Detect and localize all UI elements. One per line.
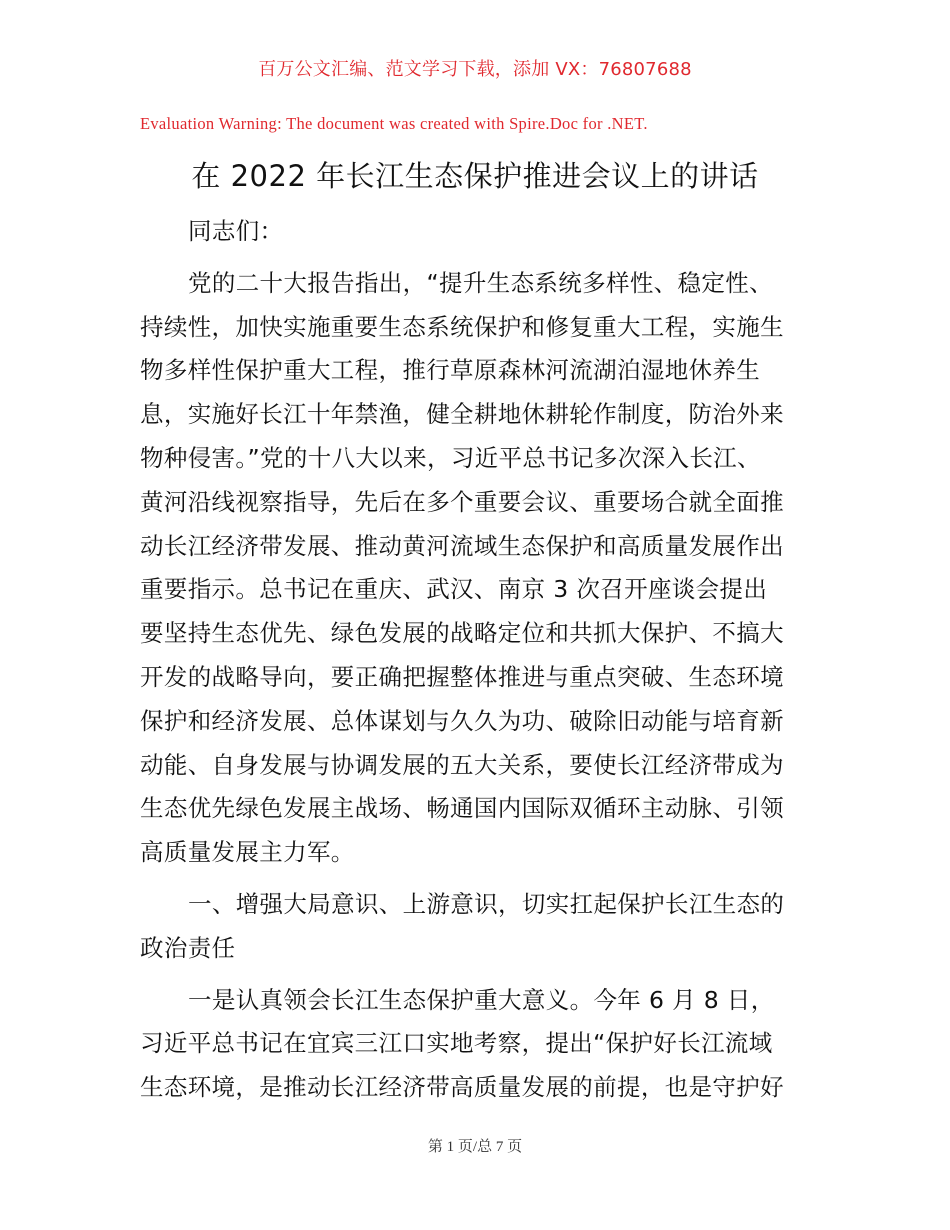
paragraph-intro <box>140 262 820 875</box>
text-line: 物多样性保护重大工程，推行草原森林河流湖泊湿地休养生 <box>140 356 761 385</box>
paragraph-gap <box>140 254 820 262</box>
paragraph-point-1 <box>140 979 820 1110</box>
text-line: 息，实施好长江十年禁渔，健全耕地休耕轮作制度，防治外来 <box>140 400 784 429</box>
text-line: 要坚持生态优先、绿色发展的战略定位和共抓大保护、不搞大 <box>140 619 784 648</box>
text-line: 物种侵害。”党的十八大以来，习近平总书记多次深入长江、 <box>140 443 761 472</box>
text-line: 持续性，加快实施重要生态系统保护和修复重大工程，实施生 <box>140 312 784 341</box>
text-line: 动能、自身发展与协调发展的五大关系，要使长江经济带成为 <box>140 750 784 779</box>
evaluation-warning: Evaluation Warning: The document was created with Spire.Doc for .NET. <box>140 114 648 133</box>
text-line: 党的二十大报告指出，“提升生态系统多样性、稳定性、 <box>188 268 773 297</box>
text-line: 高质量发展主力军。 <box>140 838 355 867</box>
salutation: 同志们： <box>188 217 284 245</box>
document-body <box>140 210 820 1110</box>
document-title: 在 2022 年长江生态保护推进会议上的讲话 <box>191 159 759 193</box>
paragraph-gap <box>140 875 820 883</box>
page-number-footer: 第 1 页/总 7 页 <box>427 1139 523 1155</box>
text-line: 黄河沿线视察指导，先后在多个重要会议、重要场合就全面推 <box>140 487 784 516</box>
text-line: 动长江经济带发展、推动黄河流域生态保护和高质量发展作出 <box>140 531 784 560</box>
text-line: 保护和经济发展、总体谋划与久久为功、破除旧动能与培育新 <box>140 706 784 735</box>
text-line: 生态环境，是推动长江经济带高质量发展的前提，也是守护好 <box>140 1073 784 1102</box>
section-heading-1 <box>140 883 820 971</box>
text-line: 生态优先绿色发展主战场、畅通国内国际双循环主动脉、引领 <box>140 794 784 823</box>
heading-line: 政治责任 <box>140 933 236 962</box>
text-line: 开发的战略导向，要正确把握整体推进与重点突破、生态环境 <box>140 662 784 691</box>
paragraph-gap <box>140 971 820 979</box>
header-ad-banner: 百万公文汇编、范文学习下载，添加 VX：76807688 <box>258 59 692 80</box>
text-line: 重要指示。总书记在重庆、武汉、南京 3 次召开座谈会提出 <box>140 575 768 604</box>
text-line: 习近平总书记在宜宾三江口实地考察，提出“保护好长江流域 <box>140 1029 773 1058</box>
heading-line: 一、增强大局意识、上游意识，切实扛起保护长江生态的 <box>188 889 785 918</box>
text-line: 一是认真领会长江生态保护重大意义。今年 6 月 8 日， <box>188 985 775 1014</box>
